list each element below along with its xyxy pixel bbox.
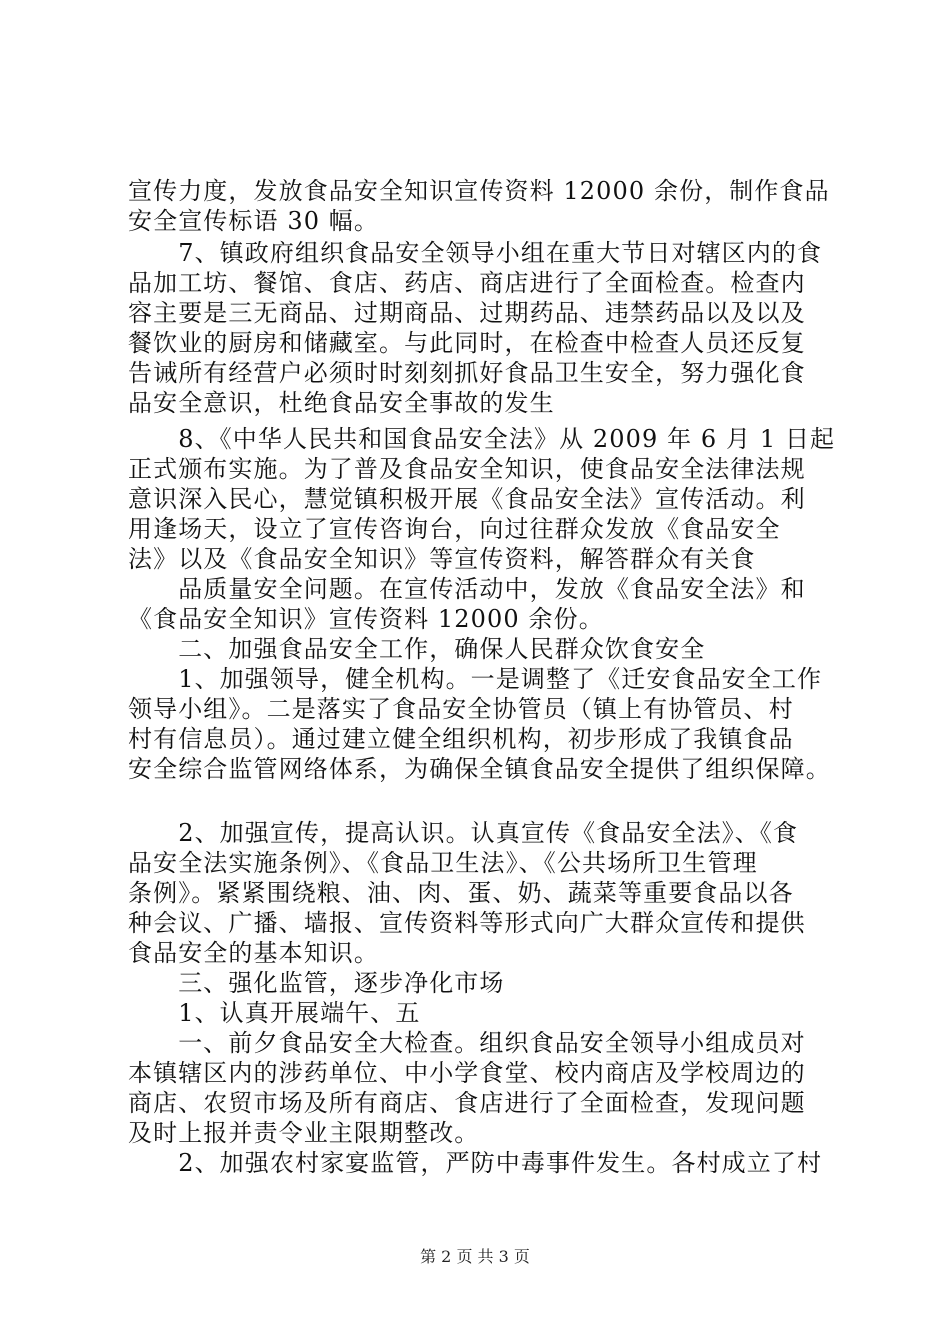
text-line: 领导小组》。二是落实了食品安全协管员（镇上有协管员、村 [128,695,794,723]
text-line: 1、认真开展端午、五 [128,999,421,1027]
text-line: 品安全意识，杜绝食品安全事故的发生 [128,389,555,417]
text-line: 品质量安全问题。在宣传活动中，发放《食品安全法》和 [128,575,806,603]
text-line: 7、镇政府组织食品安全领导小组在重大节日对辖区内的食 [128,239,823,267]
text-line: 宣传力度，发放食品安全知识宣传资料 12000 余份，制作食品 [128,177,830,205]
text-line: 品安全法实施条例》、《食品卫生法》、《公共场所卫生管理 [128,849,758,877]
text-line: 容主要是三无商品、过期商品、过期药品、违禁药品以及以及 [128,299,806,327]
text-line: 安全综合监管网络体系，为确保全镇食品安全提供了组织保障。 [128,755,831,783]
text-line: 品加工坊、餐馆、食店、药店、商店进行了全面检查。检查内 [128,269,806,297]
text-line: 村有信息员）。通过建立健全组织机构，初步形成了我镇食品 [128,725,794,753]
text-line: 意识深入民心，慧觉镇积极开展《食品安全法》宣传活动。利 [128,485,806,513]
text-line: 二、加强食品安全工作，确保人民群众饮食安全 [128,635,706,663]
text-line: 《食品安全知识》宣传资料 12000 余份。 [128,605,604,633]
text-line: 一、前夕食品安全大检查。组织食品安全领导小组成员对 [128,1029,806,1057]
text-line: 用逢场天，设立了宣传咨询台，向过往群众发放《食品安全 [128,515,781,543]
text-line: 食品安全的基本知识。 [128,939,379,967]
text-line: 及时上报并责令业主限期整改。 [128,1119,480,1147]
text-line: 2、加强农村家宴监管，严防中毒事件发生。各村成立了村 [128,1149,823,1177]
text-line: 餐饮业的厨房和储藏室。与此同时，在检查中检查人员还反复 [128,329,806,357]
text-line: 条例》。紧紧围绕粮、油、肉、蛋、奶、蔬菜等重要食品以各 [128,879,794,907]
text-line: 告诫所有经营户必须时时刻刻抓好食品卫生安全，努力强化食 [128,359,806,387]
text-line: 正式颁布实施。为了普及食品安全知识，使食品安全法律法规 [128,455,806,483]
text-line: 本镇辖区内的涉药单位、中小学食堂、校内商店及学校周边的 [128,1059,806,1087]
text-line: 商店、农贸市场及所有商店、食店进行了全面检查，发现问题 [128,1089,806,1117]
text-line: 法》以及《食品安全知识》等宣传资料，解答群众有关食 [128,545,756,573]
text-line: 2、加强宣传，提高认识。认真宣传《食品安全法》、《食 [128,819,799,847]
text-line: 1、加强领导，健全机构。一是调整了《迁安食品安全工作 [128,665,823,693]
text-line: 种会议、广播、墙报、宣传资料等形式向广大群众宣传和提供 [128,909,806,937]
text-line: 8、《中华人民共和国食品安全法》从 2009 年 6 月 1 日起 [128,425,836,453]
text-line: 三、强化监管，逐步净化市场 [128,969,505,997]
page-footer: 第 2 页 共 3 页 [420,1247,530,1266]
text-line: 安全宣传标语 30 幅。 [128,207,379,235]
